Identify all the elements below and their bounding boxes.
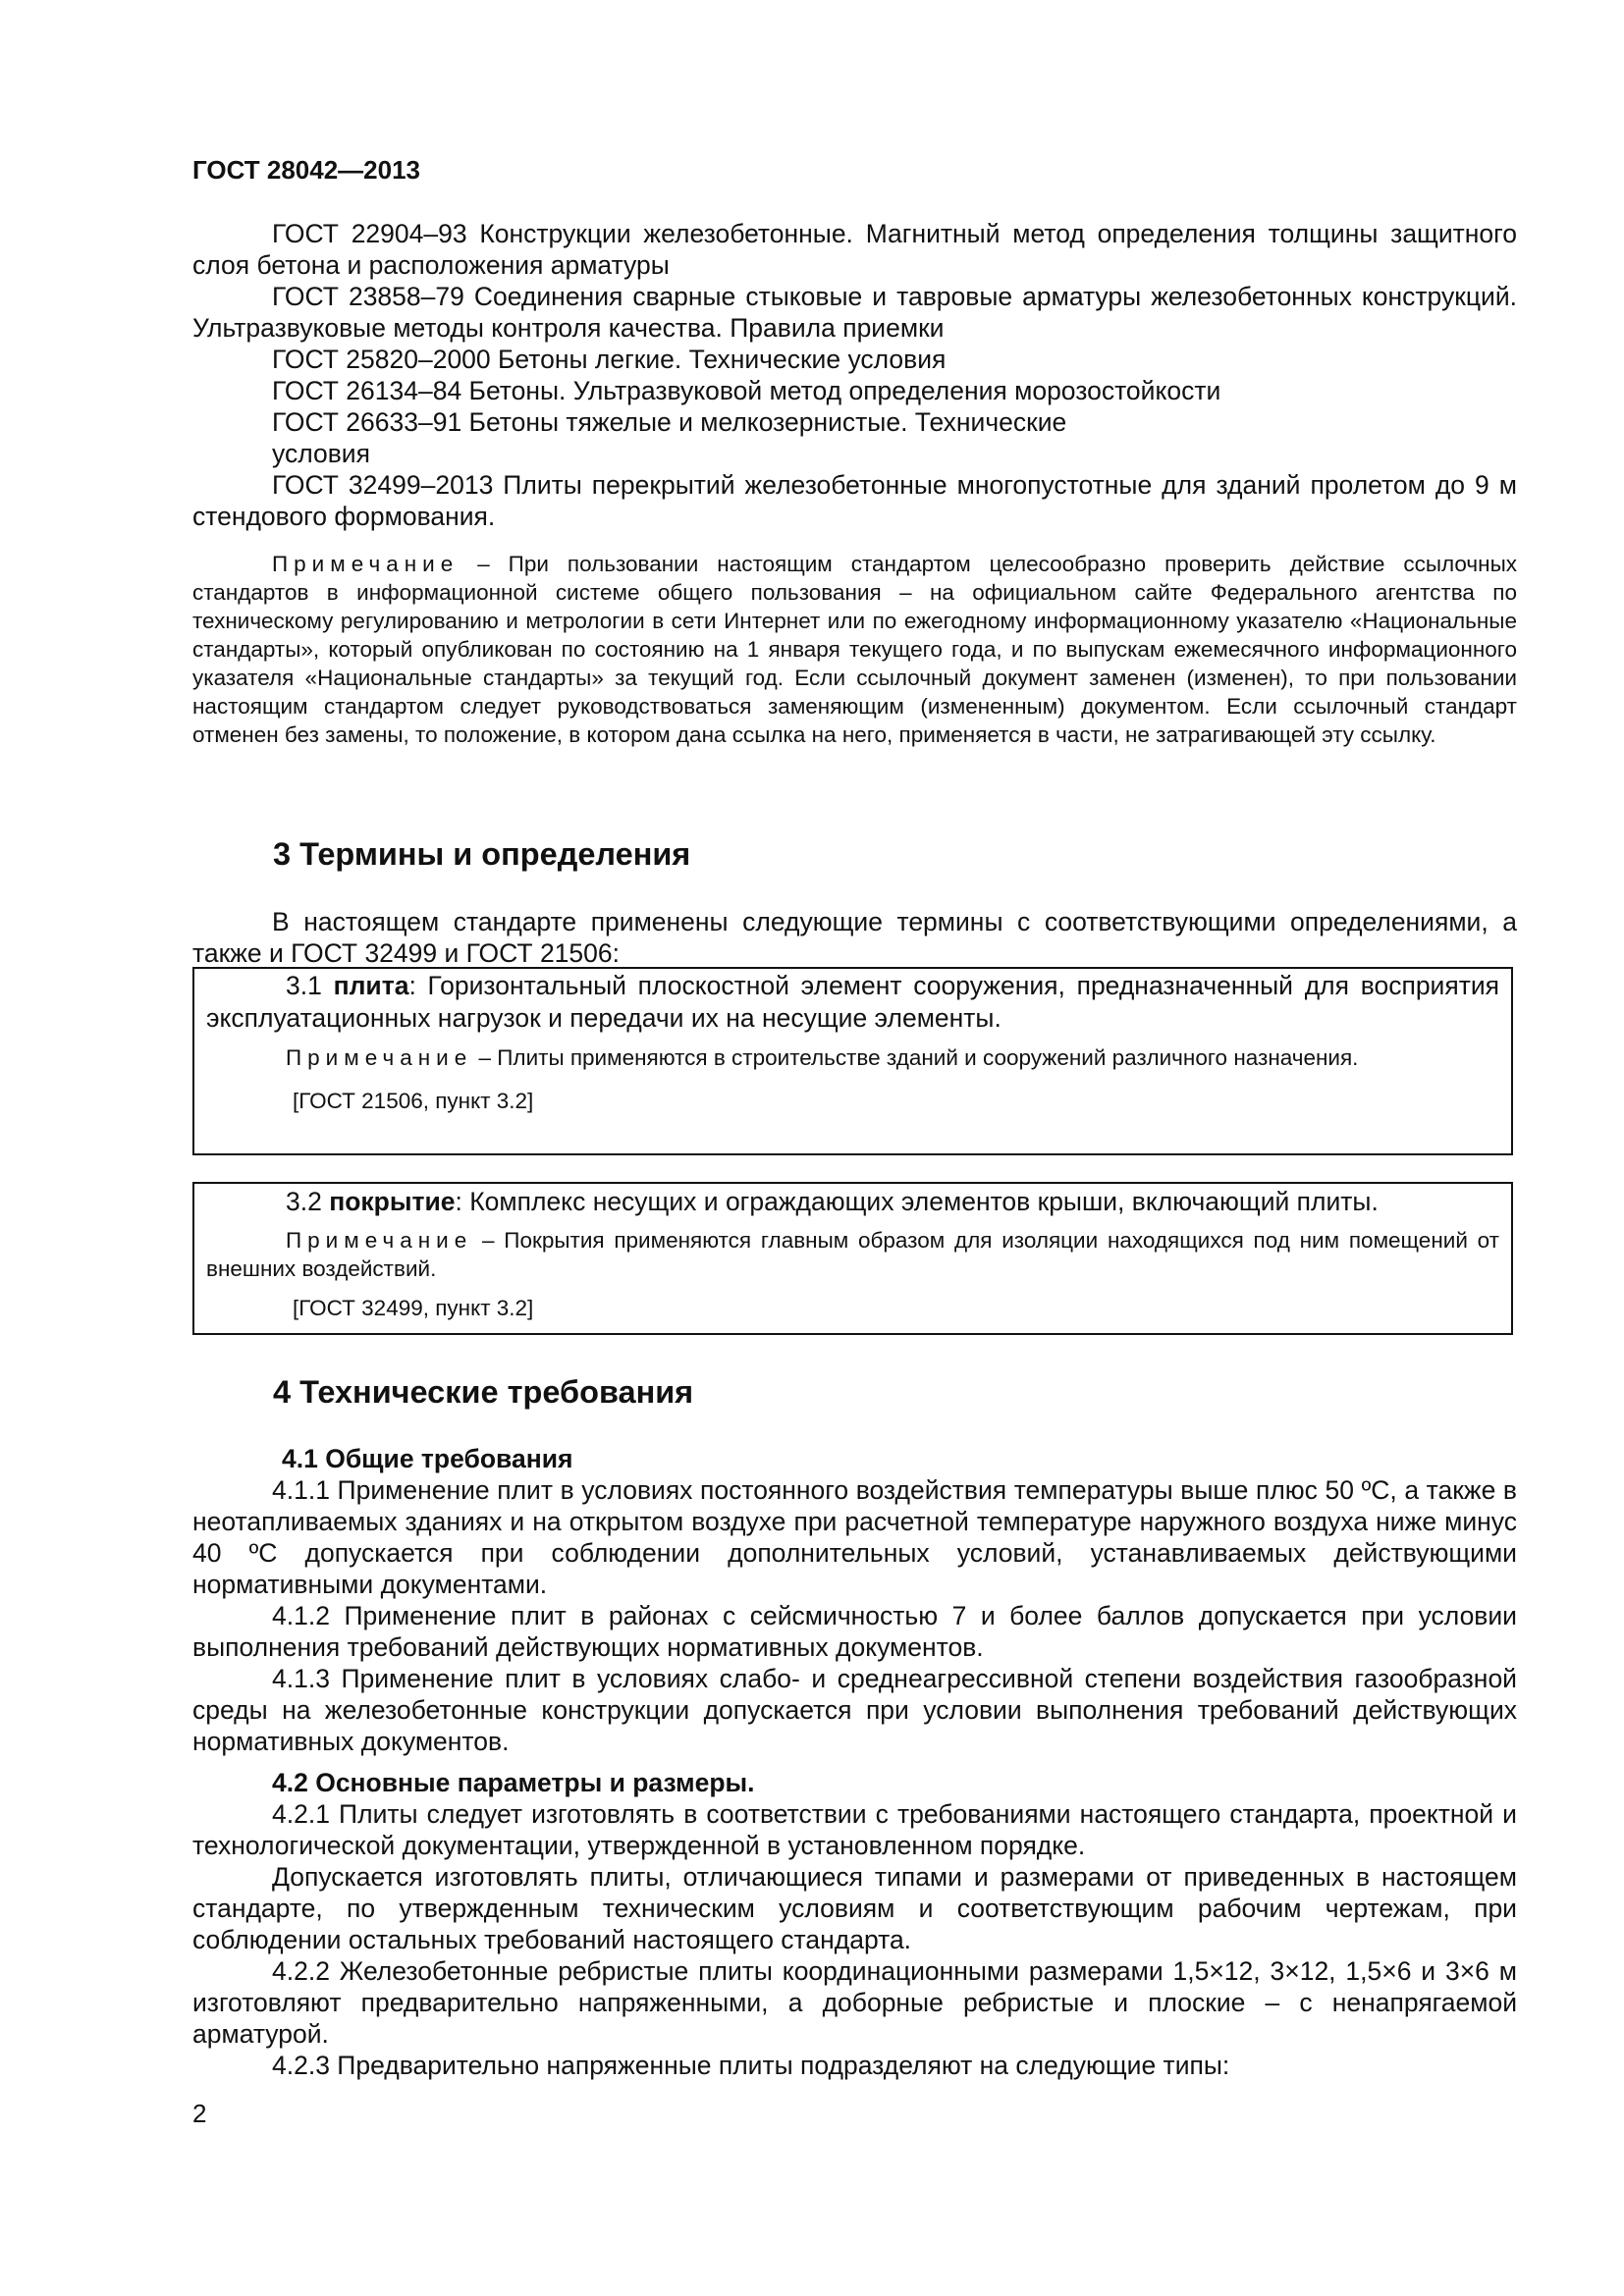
reference-item: условия [272,439,370,468]
subsection-4-1-title: 4.1 Общие требования [282,1444,573,1473]
term-3-1-term: плита [333,971,409,1000]
references-list [192,218,1517,532]
term-3-2-note [206,1226,1499,1283]
section-3-intro-text: В настоящем стандарте применены следующие термины с соответствующими определениями, а также и ГОСТ 32499 и ГОСТ 21506: [192,907,1517,968]
section-4-body [192,1443,1517,2081]
term-3-2-definition [206,1186,1499,1218]
reference-item: ГОСТ 32499–2013 Плиты перекрытий железобетонные многопустотные для зданий пролетом до 9 м стендового формования. [192,470,1517,531]
paragraph-4-1-2: 4.1.2 Применение плит в районах с сейсмичностью 7 и более баллов допускается при условии выполнения требований действующих нормативных документов. [192,1601,1517,1662]
term-3-2-note-text: – Покрытия применяются главным образом для изоляции находящихся под ним помещений от внешних воздействий. [206,1228,1499,1281]
page-number: 2 [192,2099,207,2128]
term-3-2-note-label: Примечание [286,1228,473,1253]
term-3-2-number: 3.2 [286,1187,322,1216]
paragraph-4-2-1-b: Допускается изготовлять плиты, отличающиеся типами и размерами от приведенных в настоящем стандарте, по утвержденным техническим условиям и соответствующим рабочим чертежам, при соблюдении остальных требований настоящего стандарта. [192,1862,1517,1954]
term-3-1-note [206,1043,1499,1072]
note-block [192,550,1517,749]
term-box-3-1 [192,967,1513,1155]
reference-item: ГОСТ 26633–91 Бетоны тяжелые и мелкозернистые. Технические [272,407,1067,437]
term-3-2-text: : Комплекс несущих и ограждающих элементов крыши, включающий плиты. [455,1187,1379,1216]
note-text: – При пользовании настоящим стандартом целесообразно проверить действие ссылочных стандартов в информационной системе общего пользования – на официальном сайте Федерального агентства по техническому регулированию и метрологии в сети Интернет или по ежегодному информационному указателю «Национальные стандарты», который опубликован по состоянию на 1 января текущего года, и по выпускам ежемесячного информационного указателя «Национальные стандарты» за текущий год. Если ссылочный документ заменен (изменен), то при пользовании настоящим стандартом следует руководствоваться заменяющим (измененным) документом. Если ссылочный стандарт отменен без замены, то положение, в котором дана ссылка на него, применяется в части, не затрагивающей эту ссылку. [192,552,1517,747]
paragraph-4-2-3: 4.2.3 Предварительно напряженные плиты подразделяют на следующие типы: [272,2051,1230,2080]
term-3-1-number: 3.1 [286,971,322,1000]
document-header: ГОСТ 28042—2013 [192,155,420,185]
note-label: Примечание [272,552,460,576]
paragraph-4-1-1: 4.1.1 Применение плит в условиях постоянного воздействия температуры выше плюс 50 ºС, а также в неотапливаемых зданиях и на открытом воздухе при расчетной температуре наружного воздуха ниже минус 40 ºС допускается при соблюдении дополнительных условий, устанавливаемых действующими нормативными документами. [192,1475,1517,1599]
term-3-1-text: : Горизонтальный плоскостной элемент сооружения, предназначенный для восприятия эксплуатационных нагрузок и передачи их на несущие элементы. [206,971,1499,1033]
term-3-2-source: [ГОСТ 32499, пункт 3.2] [293,1296,534,1320]
term-3-1-definition [206,970,1499,1035]
reference-item: ГОСТ 22904–93 Конструкции железобетонные. Магнитный метод определения толщины защитного слоя бетона и расположения арматуры [192,219,1517,280]
paragraph-4-2-1: 4.2.1 Плиты следует изготовлять в соответствии с требованиями настоящего стандарта, проектной и технологической документации, утвержденной в установленном порядке. [192,1799,1517,1860]
term-3-2-term: покрытие [329,1187,456,1216]
section-3-title: 3 Термины и определения [273,836,691,872]
term-3-1-note-label: Примечание [286,1045,473,1070]
section-3-intro [192,906,1517,969]
reference-item: ГОСТ 23858–79 Соединения сварные стыковые и тавровые арматуры железобетонных конструкций. Ультразвуковые методы контроля качества. Правила приемки [192,282,1517,343]
term-3-1-note-text: – Плиты применяются в строительстве зданий и сооружений различного назначения. [478,1045,1359,1070]
subsection-4-2-title: 4.2 Основные параметры и размеры. [272,1768,755,1797]
term-box-3-2 [192,1182,1513,1335]
reference-item: ГОСТ 25820–2000 Бетоны легкие. Технические условия [272,345,947,374]
reference-item: ГОСТ 26134–84 Бетоны. Ультразвуковой метод определения морозостойкости [272,376,1221,405]
paragraph-4-2-2: 4.2.2 Железобетонные ребристые плиты координационными размерами 1,5×12, 3×12, 1,5×6 и 3×6 м изготовляют предварительно напряженными, а доборные ребристые и плоские – с ненапрягаемой арматурой. [192,1956,1517,2049]
term-3-1-source: [ГОСТ 21506, пункт 3.2] [293,1089,534,1113]
paragraph-4-1-3: 4.1.3 Применение плит в условиях слабо- и среднеагрессивной степени воздействия газообразной среды на железобетонные конструкции допускается при условии выполнения требований действующих нормативных документов. [192,1664,1517,1756]
section-4-title: 4 Технические требования [273,1374,694,1410]
note-paragraph [192,550,1517,749]
